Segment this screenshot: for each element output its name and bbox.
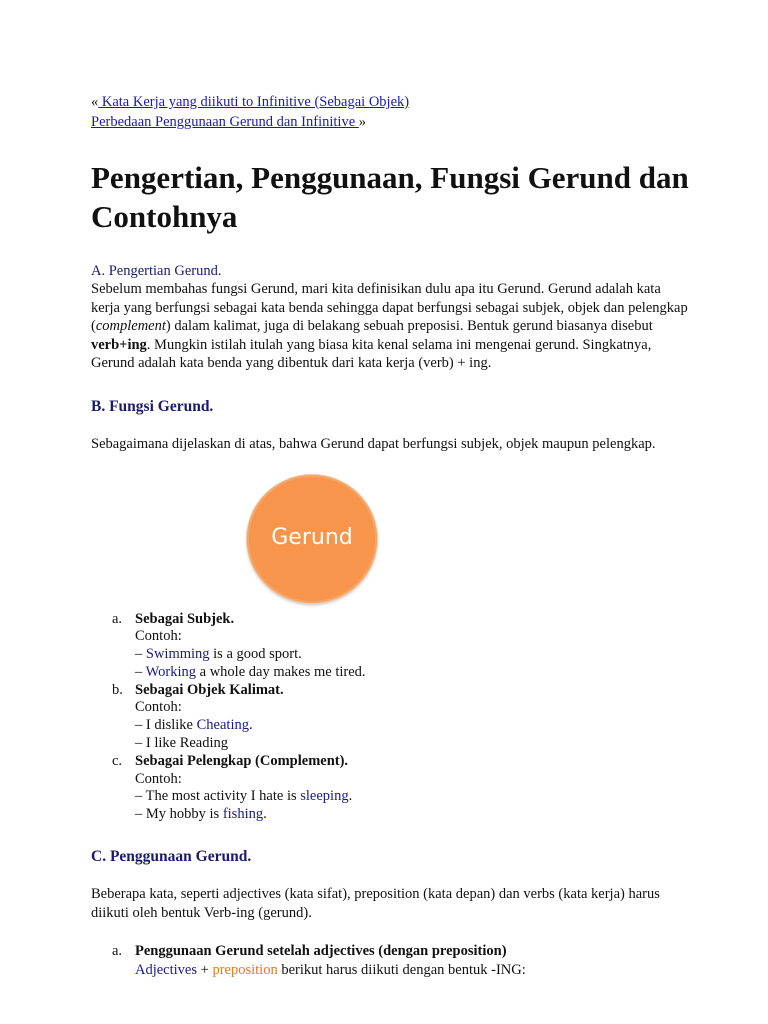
list-item-title: Penggunaan Gerund setelah adjectives (dengan preposition) xyxy=(135,943,507,960)
penggunaan-list xyxy=(91,942,691,979)
fungsi-list xyxy=(91,611,691,825)
example-pre: – I dislike xyxy=(135,717,197,734)
list-item-objek xyxy=(91,682,691,753)
adjectives-word: Adjectives xyxy=(135,961,198,978)
next-arrow: » xyxy=(358,114,367,130)
section-penggunaan xyxy=(91,848,691,979)
next-post-nav xyxy=(91,112,691,132)
list-marker: c. xyxy=(112,752,123,769)
section-a-paragraph xyxy=(91,280,691,373)
example-rest: a whole day makes me tired. xyxy=(196,663,366,680)
article xyxy=(91,92,691,979)
item-rest-text: berikut harus diikuti dengan bentuk -ING: xyxy=(277,961,526,978)
complement-term: complement xyxy=(95,318,166,334)
example-pre: – My hobby is xyxy=(135,806,223,823)
contoh-label: Contoh: xyxy=(135,628,182,645)
list-item-adjectives xyxy=(91,942,691,979)
example-line: – I like Reading xyxy=(135,735,229,752)
list-item-title: Sebagai Objek Kalimat. xyxy=(135,681,284,698)
contoh-label: Contoh: xyxy=(135,770,182,787)
list-item-pelengkap xyxy=(91,753,691,824)
example-rest: . xyxy=(348,788,353,805)
gerund-circle-label: Gerund xyxy=(271,524,353,550)
section-fungsi xyxy=(91,398,691,825)
section-a-text3: . Mungkin istilah itulah yang biasa kita kenal selama ini mengenai gerund. Singkatnya, Gerund adalah kata benda yang dibentuk dari kata kerja (verb) + ing. xyxy=(91,336,652,371)
example-rest: . xyxy=(263,806,267,823)
preposition-word: preposition xyxy=(212,961,278,978)
prev-post-nav xyxy=(91,92,691,112)
page-title-line2: Contohnya xyxy=(91,199,238,234)
section-b-intro: Sebagaimana dijelaskan di atas, bahwa Gerund dapat berfungsi subjek, objek maupun pelengkap. xyxy=(91,435,656,452)
prev-arrow: « xyxy=(91,94,99,110)
section-c-heading: C. Penggunaan Gerund. xyxy=(91,848,252,866)
section-c-intro: Beberapa kata, seperti adjectives (kata sifat), preposition (kata depan) dan verbs (kata kerja) harus diikuti oleh bentuk Verb-ing (gerund). xyxy=(91,886,660,921)
example-dash: – xyxy=(135,663,146,680)
example-rest: . xyxy=(248,717,253,734)
list-marker: b. xyxy=(112,681,123,698)
list-item-title: Sebagai Subjek. xyxy=(135,610,235,627)
prev-post-link[interactable]: Kata Kerja yang diikuti to Infinitive (Sebagai Objek) xyxy=(98,94,410,110)
next-post-link[interactable]: Perbedaan Penggunaan Gerund dan Infinitive xyxy=(91,114,359,130)
plus-sign: + xyxy=(197,961,213,978)
list-item-subjek xyxy=(91,611,691,682)
example-dash: – xyxy=(135,646,146,663)
example-word: Swimming xyxy=(145,646,210,663)
list-marker: a. xyxy=(112,610,123,627)
section-a-text1: Sebelum membahas fungsi Gerund, mari kita definisikan dulu apa itu Gerund. Gerund adalah kata kerja yang berfungsi sebagai kata benda sehingga dapat berfungsi sebagai subjek, objek dan pelengkap ( xyxy=(91,281,688,334)
example-rest: is a good sport. xyxy=(209,646,302,663)
section-pengertian xyxy=(91,262,691,373)
verb-ing-term: verb+ing xyxy=(91,336,147,353)
list-item-title: Sebagai Pelengkap (Complement). xyxy=(135,752,349,769)
gerund-circle xyxy=(247,475,377,603)
example-word: fishing xyxy=(222,806,264,823)
example-word: Cheating xyxy=(196,717,249,734)
example-pre: – The most activity I hate is xyxy=(135,788,301,805)
example-word: sleeping xyxy=(300,788,349,805)
gerund-diagram xyxy=(91,475,691,603)
section-a-heading: A. Pengertian Gerund. xyxy=(91,263,222,279)
page-title-line1: Pengertian, Penggunaan, Fungsi Gerund dan xyxy=(91,160,689,195)
list-marker: a. xyxy=(112,943,123,960)
example-word: Working xyxy=(145,663,197,680)
section-a-text2: ) dalam kalimat, juga di belakang sebuah preposisi. Bentuk gerund biasanya disebut xyxy=(165,318,653,334)
section-b-heading: B. Fungsi Gerund. xyxy=(91,397,214,415)
page-title xyxy=(91,158,691,236)
contoh-label: Contoh: xyxy=(135,699,182,716)
